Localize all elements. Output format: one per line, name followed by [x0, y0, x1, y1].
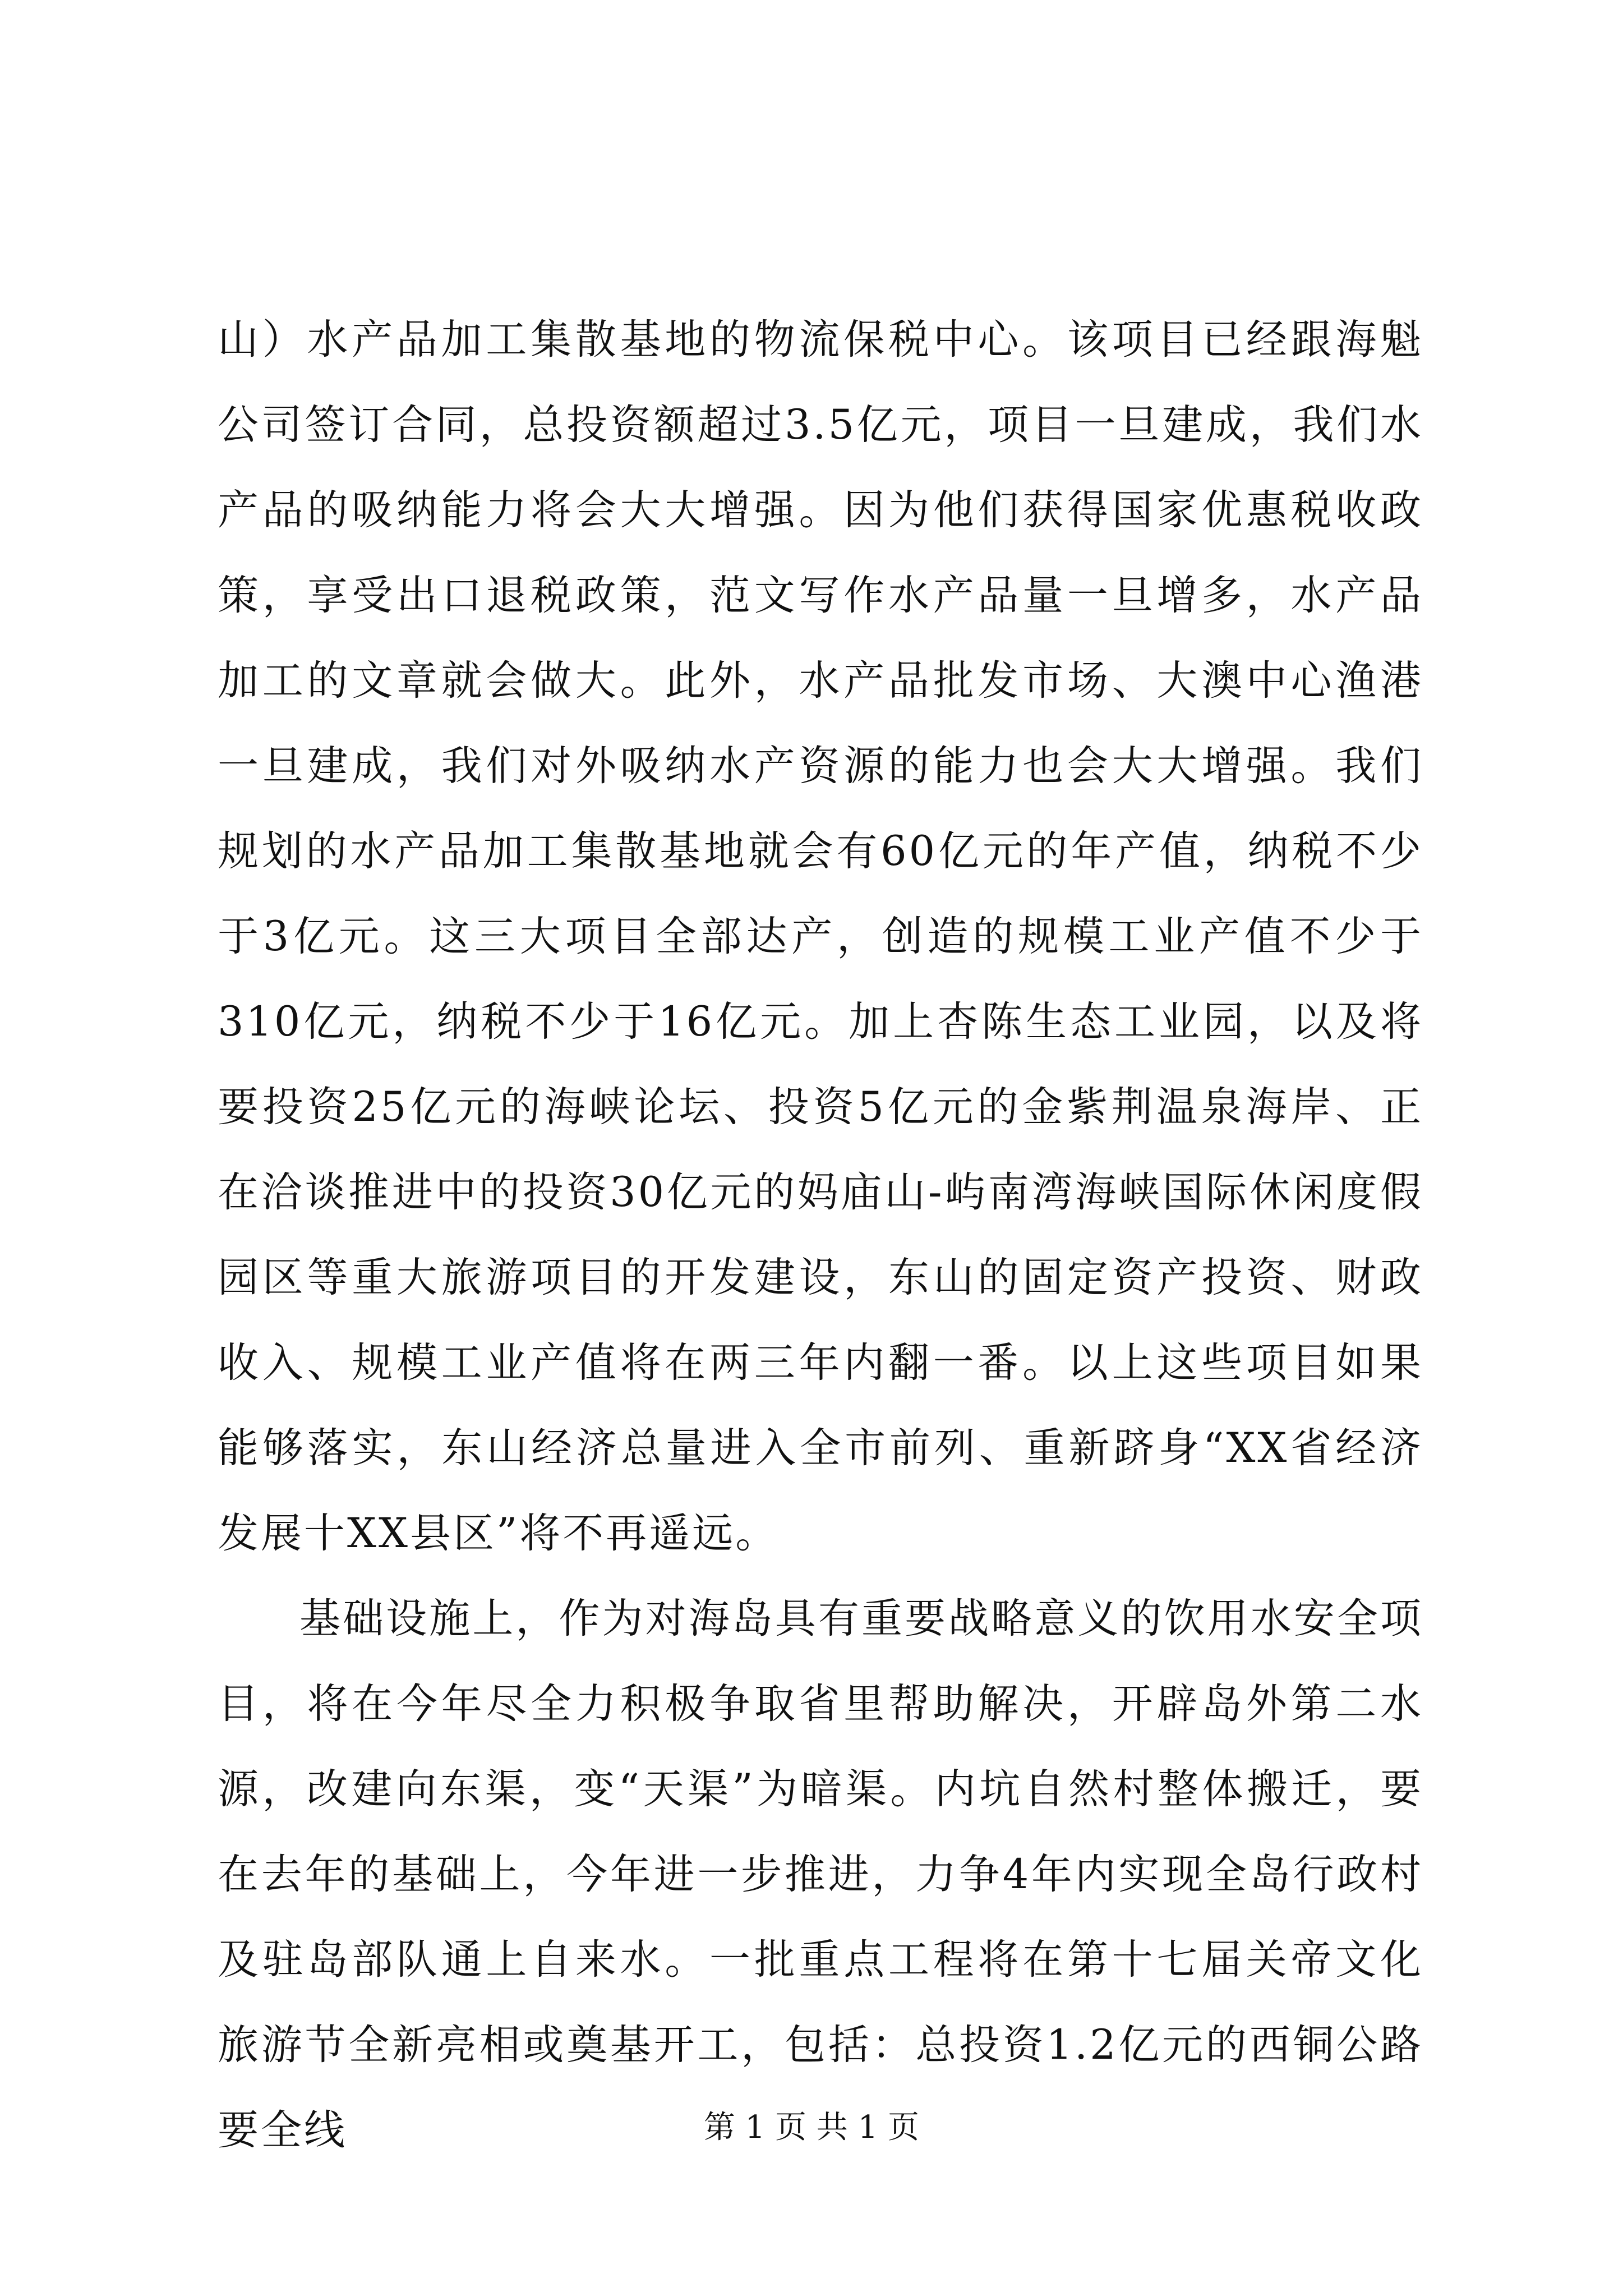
paragraph-2: 基础设施上，作为对海岛具有重要战略意义的饮用水安全项目，将在今年尽全力积极争取省里帮助解决，开辟岛外第二水源，改建向东渠，变“天渠”为暗渠。内坑自然村整体搬迁，要在去年的基础上，今年进一步推进，力争4年内实现全岛行政村及驻岛部队通上自来水。一批重点工程将在第十七届关帝文化旅游节全新亮相或奠基开工，包括：总投资1.2亿元的西铜公路要全线: [218, 1595, 1423, 2154]
paragraph-1: 山）水产品加工集散基地的物流保税中心。该项目已经跟海魁公司签订合同，总投资额超过3.5亿元，项目一旦建成，我们水产品的吸纳能力将会大大增强。因为他们获得国家优惠税收政策，享受出口退税政策，范文写作水产品量一旦增多，水产品加工的文章就会做大。此外，水产品批发市场、大澳中心渔港一旦建成，我们对外吸纳水产资源的能力也会大大增强。我们规划的水产品加工集散基地就会有60亿元的年产值，纳税不少于3亿元。这三大项目全部达产，创造的规模工业产值不少于310亿元，纳税不少于16亿元。加上杏陈生态工业园，以及将要投资25亿元的海峡论坛、投资5亿元的金紫荆温泉海岸、正在洽谈推进中的投资30亿元的妈庙山-屿南湾海峡国际休闲度假园区等重大旅游项目的开发建设，东山的固定资产投资、财政收入、规模工业产值将在两三年内翻一番。以上这些项目如果能够落实，东山经济总量进入全市前列、重新跻身“XX省经济发展十XX县区”将不再遥远。: [218, 316, 1423, 1557]
document-body: [218, 297, 1423, 2173]
page-footer: 第 1 页 共 1 页: [703, 2109, 920, 2146]
